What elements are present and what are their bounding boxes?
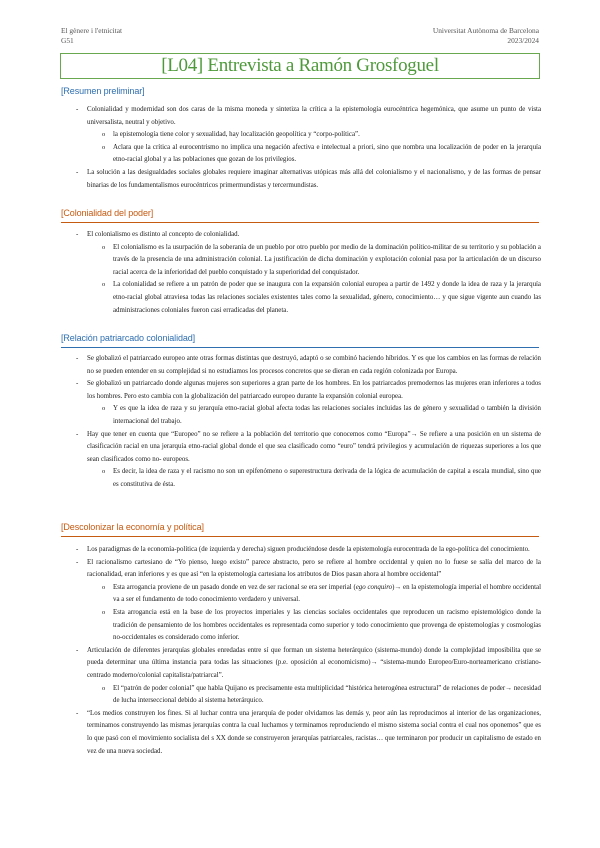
header-left [61, 26, 122, 45]
section-heading-patriarcado: [Relación patriarcado colonialidad] [61, 333, 196, 343]
bullet-item: - Se globalizó un patriarcado donde algunas mujeres son superiores a gran parte de los hombres. En los patriarcados premodernos las mujeres eran inferiores a todos los hombres. Pero esto cambia con la globalización del patriarcado europeo durante la expansión colonial europea. [76, 380, 541, 400]
dash-marker: - [76, 646, 79, 654]
circle-marker: o [102, 143, 106, 151]
dash-marker: - [76, 546, 79, 553]
section-heading-resumen: [Resumen preliminar] [61, 86, 145, 96]
bullet-item: - Se globalizó el patriarcado europeo ante otras formas distintas que destruyó, adaptó o se combinó haciendo híbridos. Y es que los cambios en las formas de relación no se pueden entender en su complejidad si no estudiamos los procesos concretos que se dieran en cada región colonizada por Europa. [76, 355, 541, 375]
sub-bullet-item: o Esta arrogancia está en la base de los proyectos imperiales y las ciencias sociales occidentales que reproducen un racismo epistemológico donde la tradición de pensamiento de los hombres occidentales es representada como superior y todo conocimiento que provenga de epistemologías y cosmologías no-occidentales es considerado como inferior. [102, 608, 541, 642]
dash-marker: - [76, 430, 79, 438]
dash-marker: - [76, 168, 79, 176]
sub-bullet-item: o Es decir, la idea de raza y el racismo no son un epifenómeno o superestructura derivada de la lógica de acumulación de capital a escala mundial, sino que es constitutiva de ésta. [102, 468, 541, 488]
section-body-patriarcado [61, 353, 541, 492]
circle-marker: o [102, 405, 106, 413]
section-divider [61, 222, 539, 223]
section-divider [61, 536, 539, 537]
bullet-item: - Colonialidad y modernidad son dos caras de la misma moneda y sintetiza la crítica a la epistemología eurocéntrica hegemónica, que asume un punto de vista universalista, neutral y objetivo. [76, 106, 541, 126]
circle-marker: o [102, 583, 106, 591]
bullet-item: - El racionalismo cartesiano de “Yo pienso, luego existo” parece abstracto, pero se refiere al hombre occidental y quien no lo fuese se salía del marco de la racionalidad, eran inferiores y es que así “en la epistemología cartesiana los atributos de Dios pasan ahora al hombre occidental” [76, 558, 541, 579]
section-body-colonialidad [61, 229, 541, 317]
section-heading-colonialidad: [Colonialidad del poder] [61, 208, 154, 218]
dash-marker: - [76, 709, 79, 717]
section-body-resumen [61, 104, 541, 192]
course-name: El gènere i l'etnicitat [61, 26, 123, 35]
dash-marker: - [76, 558, 79, 566]
dash-marker: - [76, 355, 79, 362]
bullet-item: - El colonialismo es distinto al concepto de colonialidad. [61, 229, 541, 242]
section-body-descolonizar [61, 544, 541, 758]
bullet-item: - La solución a las desigualdades sociales globales requiere imaginar alternativas utópicas más allá del colonialismo y el nacionalismo, y de las formas de pensar binarias de los fundamentalismos eurocéntricos primermundistas y tercermundistas. [76, 168, 541, 189]
circle-marker: o [102, 608, 106, 616]
circle-marker: o [102, 281, 106, 289]
latin-term: ego conquiro [355, 583, 393, 591]
page-title: [L04] Entrevista a Ramón Grosfoguel [161, 55, 439, 76]
section-heading-descolonizar: [Descolonizar la economía y política] [61, 522, 204, 532]
sub-bullet-item: o El “patrón de poder colonial” que habla Quijano es precisamente esta multiplicidad “histórica heterogénea estructural” de relaciones de poder→ necesidad de lucha interseccional debido al sistema heterárquico. [102, 684, 541, 705]
circle-marker: o [102, 468, 106, 476]
sub-bullet-item: o Aclara que la crítica al eurocentrismo no implica una negación afectiva e intelectual a priori, sino que nombra una localización de poder en la jerarquía etno-racial global y a las poblaciones que gozan de los privilegios. [102, 143, 541, 164]
bullet-item: - Articulación de diferentes jerarquías globales enredadas entre sí que forman un sistema heterárquico (sistema-mundo) donde la complejidad imposibilita que se pueda determinar una última instancia para todas las situaciones (p.e. oposición al economicismo)→ “sistema-mundo Europeo/Euro-norteamericano cristiano-centrado moderno/colonial capitalista/patriarcal”. [76, 646, 541, 679]
bullet-item: - Hay que tener en cuenta que “Europeo” no se refiere a la población del territorio que conocemos como “Europa”→ Se refiere a una posición en un sistema de clasificación racial en una jerarquía etno-racial global donde el que sea clasificado como “euro” tendrá privilegios y acumulación de riquezas superiores a los que sean clasificados como no- europeos. [76, 430, 541, 463]
academic-year: 2023/2024 [507, 35, 539, 45]
group-code: G51 [61, 35, 74, 45]
dash-marker: - [76, 106, 79, 113]
sub-bullet-item: o Y es que la idea de raza y su jerarquía etno-racial global afecta todas las relaciones sociales incluidas las de género y sexualidad o también la división internacional del trabajo. [102, 405, 541, 425]
sub-bullet-item: o Esta arrogancia proviene de un pasado donde en vez de ser racional se era ser imperial (ego conquiro)→ en la epistemología imperial el hombre occidental va a ser el fundamento de todo conocimiento verdadero y universal. [102, 583, 542, 604]
sub-bullet-item: o La colonialidad se refiere a un patrón de poder que se inaugura con la expansión colonial europea a partir de 1492 y donde la idea de raza y la jerarquía etno-racial global atraviesa todas las relaciones sociales existentes tales como la sexualidad, género, conocimiento… y que sigue vigente aun cuando las administraciones coloniales fueron casi erradicadas del planeta. [102, 281, 541, 314]
header-right [433, 26, 539, 45]
dash-marker: - [76, 380, 79, 388]
section-divider [61, 347, 539, 348]
dash-marker: - [76, 231, 79, 238]
title-box [60, 53, 540, 79]
sub-bullet-item: o El colonialismo es la usurpación de la soberanía de un pueblo por otro pueblo por medio de la dominación político-militar de su territorio y su población a través de la presencia de una administración colonial. La justificación de dicha dominación y explotación colonial pasa por la articulación de un discurso racial acerca de la inferioridad del pueblo conquistado y la superioridad del conquistador. [102, 243, 541, 276]
circle-marker: o [102, 131, 106, 139]
bullet-item: - Los paradigmas de la economía-política (de izquierda y derecha) siguen produciéndose desde la epistemología eurocentrada de la ego-política del conocimiento. [61, 544, 541, 557]
sub-bullet-item: o la epistemología tiene color y sexualidad, hay localización geopolítica y “corpo-política”. [61, 129, 541, 142]
circle-marker: o [102, 243, 106, 251]
university-name: Universitat Autònoma de Barcelona [432, 26, 539, 35]
circle-marker: o [102, 684, 106, 692]
bullet-item: - “Los medios construyen los fines. Si al luchar contra una jerarquía de poder olvidamos las demás y, peor aún las reproducimos al interior de las organizaciones, terminamos construyendo las mismas jerarquías contra la cual luchamos y terminamos reproduciendo el mismo sistema social contra el cual nos oponemos” que es lo que pasó con el movimiento socialista del s XX donde se construyeron jerarquías patriarcales, racistas… que terminaron por producir un capitalismo de estado en vez de una nueva sociedad. [76, 709, 541, 755]
